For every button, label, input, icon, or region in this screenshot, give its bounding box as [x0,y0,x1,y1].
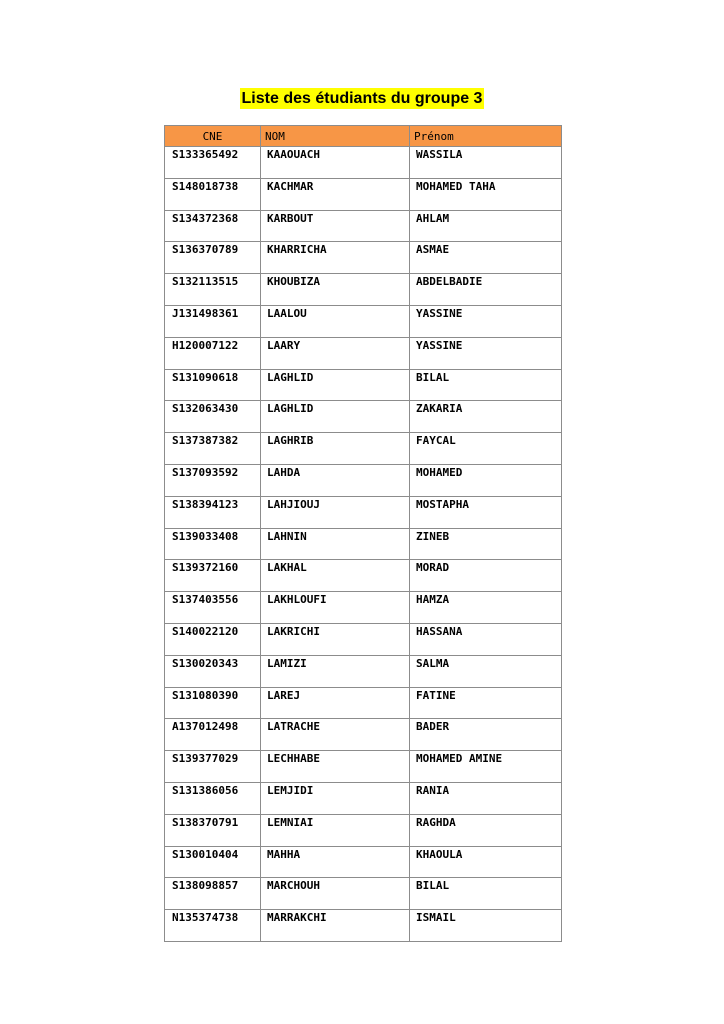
nom-cell: LEMNIAI [261,814,410,846]
prenom-cell: SALMA [410,655,562,687]
prenom-cell: BADER [410,719,562,751]
cne-cell: J131498361 [165,305,261,337]
prenom-cell: RAGHDA [410,814,562,846]
table-row [165,751,562,783]
nom-cell: LECHHABE [261,751,410,783]
nom-cell: MAHHA [261,846,410,878]
cne-cell: S139033408 [165,528,261,560]
nom-cell: KACHMAR [261,178,410,210]
table-row [165,242,562,274]
table-row [165,910,562,942]
prenom-cell: BILAL [410,878,562,910]
cne-cell: S133365492 [165,147,261,179]
cne-cell: S136370789 [165,242,261,274]
table-row [165,846,562,878]
table-row [165,496,562,528]
table-row [165,369,562,401]
prenom-cell: MOHAMED TAHA [410,178,562,210]
cne-cell: S130020343 [165,655,261,687]
prenom-cell: ASMAE [410,242,562,274]
nom-cell: LAGHRIB [261,433,410,465]
nom-cell: KARBOUT [261,210,410,242]
prenom-cell: HASSANA [410,623,562,655]
prenom-cell: FATINE [410,687,562,719]
prenom-cell: MOSTAPHA [410,496,562,528]
nom-cell: LAKRICHI [261,623,410,655]
table-row [165,337,562,369]
prenom-cell: ISMAIL [410,910,562,942]
nom-cell: KAAOUACH [261,147,410,179]
prenom-cell: HAMZA [410,592,562,624]
cne-cell: S138370791 [165,814,261,846]
prenom-cell: ZAKARIA [410,401,562,433]
header-nom: NOM [261,126,410,147]
nom-cell: MARRAKCHI [261,910,410,942]
prenom-cell: YASSINE [410,337,562,369]
nom-cell: LAREJ [261,687,410,719]
nom-cell: LAALOU [261,305,410,337]
table-body [165,147,562,942]
table-row [165,210,562,242]
table-row [165,274,562,306]
cne-cell: S131386056 [165,782,261,814]
cne-cell: S138394123 [165,496,261,528]
prenom-cell: ABDELBADIE [410,274,562,306]
table-row [165,560,562,592]
table-row [165,401,562,433]
nom-cell: LAKHLOUFI [261,592,410,624]
header-prenom: Prénom [410,126,562,147]
table-row [165,178,562,210]
cne-cell: S148018738 [165,178,261,210]
nom-cell: LEMJIDI [261,782,410,814]
table-row [165,305,562,337]
cne-cell: S132063430 [165,401,261,433]
prenom-cell: FAYCAL [410,433,562,465]
table-row [165,147,562,179]
table-row [165,782,562,814]
nom-cell: LAHJIOUJ [261,496,410,528]
table-row [165,528,562,560]
prenom-cell: RANIA [410,782,562,814]
table-row [165,814,562,846]
nom-cell: LAKHAL [261,560,410,592]
table-row [165,623,562,655]
cne-cell: S134372368 [165,210,261,242]
title-container [0,88,724,109]
cne-cell: S137403556 [165,592,261,624]
nom-cell: KHOUBIZA [261,274,410,306]
table-row [165,655,562,687]
nom-cell: LAHNIN [261,528,410,560]
nom-cell: LAGHLID [261,401,410,433]
cne-cell: S137093592 [165,464,261,496]
cne-cell: S139377029 [165,751,261,783]
table-row [165,878,562,910]
prenom-cell: MOHAMED AMINE [410,751,562,783]
nom-cell: LAGHLID [261,369,410,401]
prenom-cell: BILAL [410,369,562,401]
cne-cell: S131090618 [165,369,261,401]
cne-cell: S138098857 [165,878,261,910]
table-row [165,592,562,624]
prenom-cell: YASSINE [410,305,562,337]
prenom-cell: ZINEB [410,528,562,560]
cne-cell: S140022120 [165,623,261,655]
prenom-cell: KHAOULA [410,846,562,878]
table-row [165,433,562,465]
nom-cell: KHARRICHA [261,242,410,274]
cne-cell: S130010404 [165,846,261,878]
cne-cell: S132113515 [165,274,261,306]
header-row [165,126,562,147]
nom-cell: LAMIZI [261,655,410,687]
table-header [165,126,562,147]
cne-cell: S131080390 [165,687,261,719]
prenom-cell: MORAD [410,560,562,592]
cne-cell: S139372160 [165,560,261,592]
header-cne: CNE [165,126,261,147]
cne-cell: A137012498 [165,719,261,751]
prenom-cell: WASSILA [410,147,562,179]
nom-cell: LATRACHE [261,719,410,751]
nom-cell: LAARY [261,337,410,369]
student-table [164,125,562,942]
page-title: Liste des étudiants du groupe 3 [241,90,483,107]
cne-cell: H120007122 [165,337,261,369]
table-row [165,719,562,751]
prenom-cell: MOHAMED [410,464,562,496]
table-row [165,687,562,719]
cne-cell: N135374738 [165,910,261,942]
nom-cell: MARCHOUH [261,878,410,910]
table-row [165,464,562,496]
prenom-cell: AHLAM [410,210,562,242]
nom-cell: LAHDA [261,464,410,496]
cne-cell: S137387382 [165,433,261,465]
